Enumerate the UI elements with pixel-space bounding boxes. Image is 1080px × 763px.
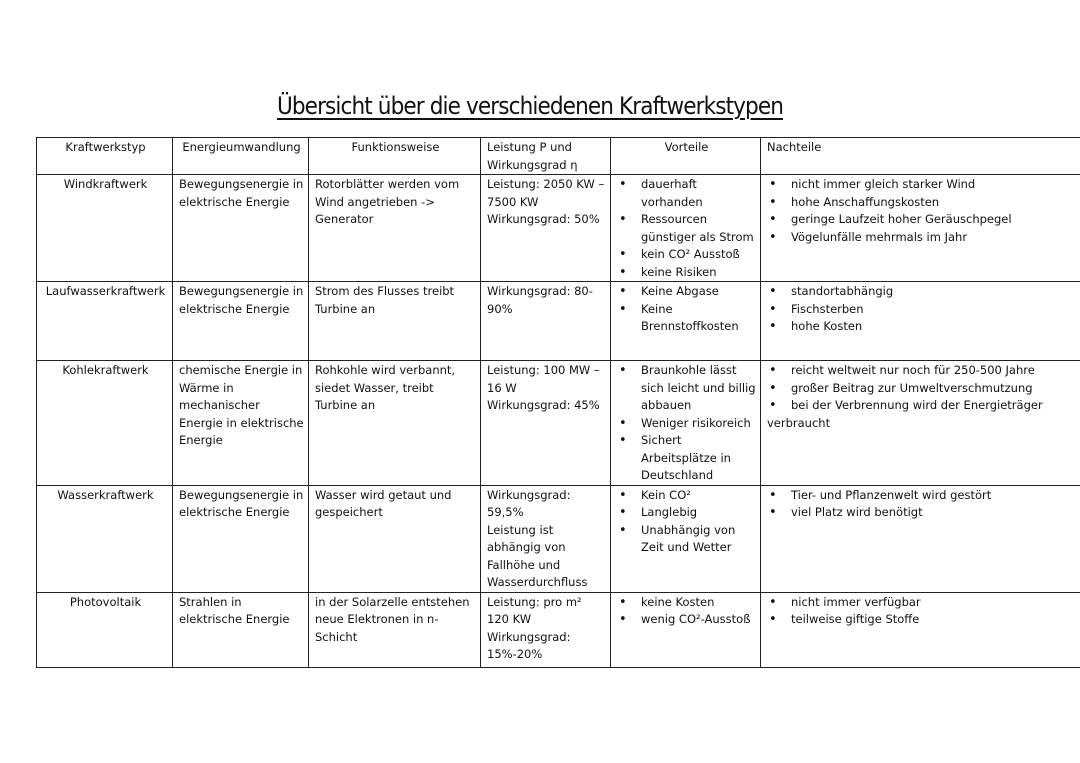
list-item: • kein CO² Ausstoß xyxy=(617,246,756,264)
cell-cons xyxy=(761,282,1080,361)
power-line: Wirkungsgrad: 45% xyxy=(487,398,600,412)
cell-cons xyxy=(761,592,1080,667)
list-item: • Kein CO² xyxy=(617,487,756,505)
list-item: • Weniger risikoreich xyxy=(617,415,756,433)
list-item: • Fischsterben xyxy=(767,301,1076,319)
table-row xyxy=(37,175,1080,282)
power-line: Wirkungsgrad: 59,5% xyxy=(487,487,571,519)
cell-type: Laufwasserkraftwerk xyxy=(37,282,173,361)
list-item: • hohe Kosten xyxy=(767,318,1076,336)
list-item: • nicht immer verfügbar xyxy=(767,594,1076,612)
cell-pros xyxy=(611,282,761,361)
table-row xyxy=(37,361,1080,486)
list-item: • dauerhaft vorhanden xyxy=(617,176,756,211)
cell-cons xyxy=(761,175,1080,282)
cell-conversion: Bewegungsenergie in elektrische Energie xyxy=(173,282,309,361)
header-power: Leistung P und Wirkungsgrad η xyxy=(481,138,611,175)
header-cons: Nachteile xyxy=(761,138,1080,175)
power-line: Wirkungsgrad: 50% xyxy=(487,212,600,226)
list-item: • wenig CO²-Ausstoß xyxy=(617,611,756,629)
list-item: • teilweise giftige Stoffe xyxy=(767,611,1076,629)
power-plant-table xyxy=(36,137,1080,668)
cell-type: Kohlekraftwerk xyxy=(37,361,173,486)
header-type: Kraftwerkstyp xyxy=(37,138,173,175)
cell-pros xyxy=(611,175,761,282)
cell-power xyxy=(481,592,611,667)
cell-conversion: Bewegungsenergie in elektrische Energie xyxy=(173,175,309,282)
list-item: • Keine Abgase xyxy=(617,283,756,301)
list-item: • Braunkohle lässt sich leicht und billig abbauen xyxy=(617,362,756,415)
table-row xyxy=(37,592,1080,667)
list-item: • viel Platz wird benötigt xyxy=(767,504,1076,522)
list-item: • Vögelunfälle mehrmals im Jahr xyxy=(767,229,1076,247)
cell-power xyxy=(481,485,611,592)
list-item: • hohe Anschaffungskosten xyxy=(767,194,1076,212)
cell-function: Strom des Flusses treibt Turbine an xyxy=(309,282,481,361)
list-item: • standortabhängig xyxy=(767,283,1076,301)
list-item: • Tier- und Pflanzenwelt wird gestört xyxy=(767,487,1076,505)
list-item: • keine Kosten xyxy=(617,594,756,612)
cell-pros xyxy=(611,592,761,667)
cell-power xyxy=(481,361,611,486)
table-row xyxy=(37,485,1080,592)
cell-pros xyxy=(611,361,761,486)
cell-function: Rotorblätter werden vom Wind angetrieben -> Generator xyxy=(309,175,481,282)
list-item: verbraucht xyxy=(767,415,831,430)
cell-type: Windkraftwerk xyxy=(37,175,173,282)
cell-function: in der Solarzelle entstehen neue Elektronen in n-Schicht xyxy=(309,592,481,667)
list-item: • Ressourcen günstiger als Strom xyxy=(617,211,756,246)
list-item: • Sichert Arbeitsplätze in Deutschland xyxy=(617,432,756,485)
list-item: • bei der Verbrennung wird der Energieträger xyxy=(767,397,1076,415)
list-item: • großer Beitrag zur Umweltverschmutzung xyxy=(767,380,1076,398)
power-line: Leistung ist abhängig von Fallhöhe und Wasserdurchfluss xyxy=(487,522,588,589)
list-item: • Unabhängig von Zeit und Wetter xyxy=(617,522,756,557)
cell-function: Rohkohle wird verbannt, siedet Wasser, treibt Turbine an xyxy=(309,361,481,486)
header-pros: Vorteile xyxy=(611,138,761,175)
power-line: Leistung: 100 MW – 16 W xyxy=(487,363,600,395)
list-item: • reicht weltweit nur noch für 250-500 Jahre xyxy=(767,362,1076,380)
table-header-row xyxy=(37,138,1080,175)
cell-type: Wasserkraftwerk xyxy=(37,485,173,592)
cell-conversion: Bewegungsenergie in elektrische Energie xyxy=(173,485,309,592)
table-row xyxy=(37,282,1080,361)
cell-conversion: Strahlen in elektrische Energie xyxy=(173,592,309,667)
cell-function: Wasser wird getaut und gespeichert xyxy=(309,485,481,592)
header-conversion: Energieumwandlung xyxy=(173,138,309,175)
cell-cons xyxy=(761,361,1080,486)
list-item: • geringe Laufzeit hoher Geräuschpegel xyxy=(767,211,1076,229)
cell-pros xyxy=(611,485,761,592)
cell-power xyxy=(481,175,611,282)
page-title: Übersicht über die verschiedenen Kraftwerkstypen xyxy=(276,92,784,120)
cell-power xyxy=(481,282,611,361)
list-item: • Langlebig xyxy=(617,504,756,522)
cell-conversion: chemische Energie in Wärme in mechanischer Energie in elektrische Energie xyxy=(173,361,309,486)
list-item: • Keine Brennstoffkosten xyxy=(617,301,756,336)
cell-type: Photovoltaik xyxy=(37,592,173,667)
cell-cons xyxy=(761,485,1080,592)
list-item: • keine Risiken xyxy=(617,264,756,282)
power-line: Wirkungsgrad: 80-90% xyxy=(487,284,593,316)
power-line: Leistung: 2050 KW – 7500 KW xyxy=(487,177,605,209)
list-item: • nicht immer gleich starker Wind xyxy=(767,176,1076,194)
power-line: Leistung: pro m² 120 KW xyxy=(487,594,582,626)
header-function: Funktionsweise xyxy=(309,138,481,175)
power-line: Wirkungsgrad: 15%-20% xyxy=(487,629,571,661)
